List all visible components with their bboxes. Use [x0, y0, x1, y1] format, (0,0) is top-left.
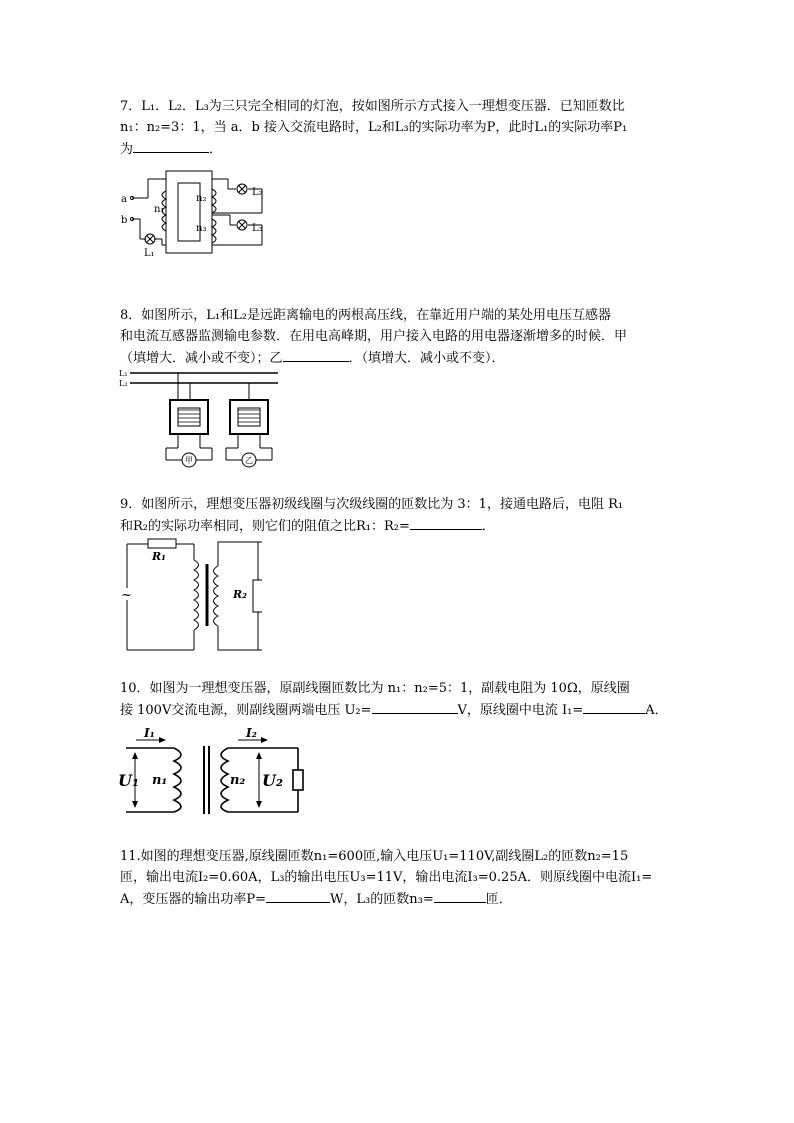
q7-label-n1: n₁: [154, 204, 165, 215]
q10-answer-blank-U2[interactable]: [372, 699, 458, 714]
q7-line-1: 7．L₁．L₂．L₃为三只完全相同的灯泡，按如图所示方式接入一理想变压器．已知匝数比: [120, 99, 625, 114]
q11-answer-blank-n3[interactable]: [434, 888, 486, 903]
q9-line-1: 9．如图所示，理想变压器初级线圈与次级线圈的匝数比为 3：1，接通电路后，电阻 R₁: [120, 497, 624, 512]
question-7: [120, 96, 680, 160]
q7-label-n2: n₂: [196, 193, 207, 204]
q9-tail: ．: [481, 519, 495, 534]
question-10: [120, 678, 680, 721]
q10-line-2: 接 100V交流电源，则副线圈两端电压 U₂=: [120, 703, 372, 718]
q7-label-b: b: [121, 215, 128, 226]
q9-answer-blank[interactable]: [410, 515, 482, 530]
q10-answer-blank-I1[interactable]: [583, 699, 645, 714]
q11-tail: 匝．: [485, 892, 512, 907]
q9-figure: [118, 536, 278, 658]
q10-label-n1: n₁: [152, 773, 168, 788]
question-11: [120, 846, 680, 910]
q10-label-U2: U₂: [262, 771, 283, 790]
q8-label-L1: L₁: [119, 369, 128, 378]
q8-figure: [118, 366, 288, 470]
q7-answer-blank[interactable]: [133, 138, 209, 153]
q9-label-ac: ~: [121, 588, 132, 603]
q11-line-3: A，变压器的输出功率P=: [120, 892, 267, 907]
q8-answer-blank[interactable]: [283, 347, 349, 362]
q10-label-U1: U₁: [118, 771, 139, 790]
q7-label-L3: L₃: [252, 223, 263, 234]
q10-line-1: 10．如图为一理想变压器，原副线圈匝数比为 n₁：n₂=5：1，副载电阻为 10Ω，原线圈: [120, 681, 630, 696]
q9-line-2: 和R₂的实际功率相同，则它们的阻值之比R₁：R₂=: [120, 519, 410, 534]
q7-label-n3: n₃: [196, 223, 207, 234]
question-9: [120, 494, 680, 537]
q7-label-L1: L₁: [144, 248, 155, 259]
q7-tail: ．: [209, 142, 223, 157]
q9-label-R1: R₁: [152, 550, 166, 563]
q10-mid: V，原线圈中电流 I₁=: [457, 703, 584, 718]
q10-figure: [118, 724, 318, 820]
q10-label-I1: I₁: [144, 726, 155, 740]
q7-line-3: 为: [120, 142, 134, 157]
q8-label-L2: L₂: [119, 379, 128, 388]
q11-line-1: 11.如图的理想变压器,原线圈匝数n₁=600匝,输入电压U₁=110V,副线圈L₂的匝数n₂=15: [120, 849, 629, 864]
q10-tail: A．: [645, 703, 668, 718]
q7-line-2: n₁：n₂=3：1，当 a．b 接入交流电路时，L₂和L₃的实际功率为P，此时L₁的实际功率P₁: [120, 120, 628, 135]
q10-label-I2: I₂: [246, 726, 257, 740]
q8-line-1: 8．如图所示，L₁和L₂是远距离输电的两根高压线，在靠近用户端的某处用电压互感器: [120, 308, 611, 323]
question-8: [120, 305, 680, 369]
q8-tail: ．（填增大．减小或不变）．: [348, 351, 505, 366]
q8-label-yi: 乙: [245, 456, 253, 465]
q11-answer-blank-P[interactable]: [266, 888, 330, 903]
q11-mid: W，L₃的匝数n₃=: [330, 892, 434, 907]
q7-label-L2: L₂: [252, 187, 263, 198]
q9-label-R2: R₂: [233, 588, 247, 601]
q7-label-a: a: [121, 194, 127, 205]
q8-line-2: 和电流互感器监测输电参数．在用电高峰期，用户接入电路的用电器逐渐增多的时候．甲: [120, 329, 628, 344]
q7-figure: [118, 165, 278, 261]
q10-label-n2: n₂: [230, 773, 246, 788]
q8-label-jia: 甲: [185, 456, 193, 465]
q8-line-3: （填增大．减小或不变）；乙: [120, 351, 283, 366]
q11-line-2: 匝，输出电流I₂=0.60A，L₃的输出电压U₃=11V，输出电流I₃=0.25A．则原线圈中电流I₁=: [120, 870, 653, 885]
